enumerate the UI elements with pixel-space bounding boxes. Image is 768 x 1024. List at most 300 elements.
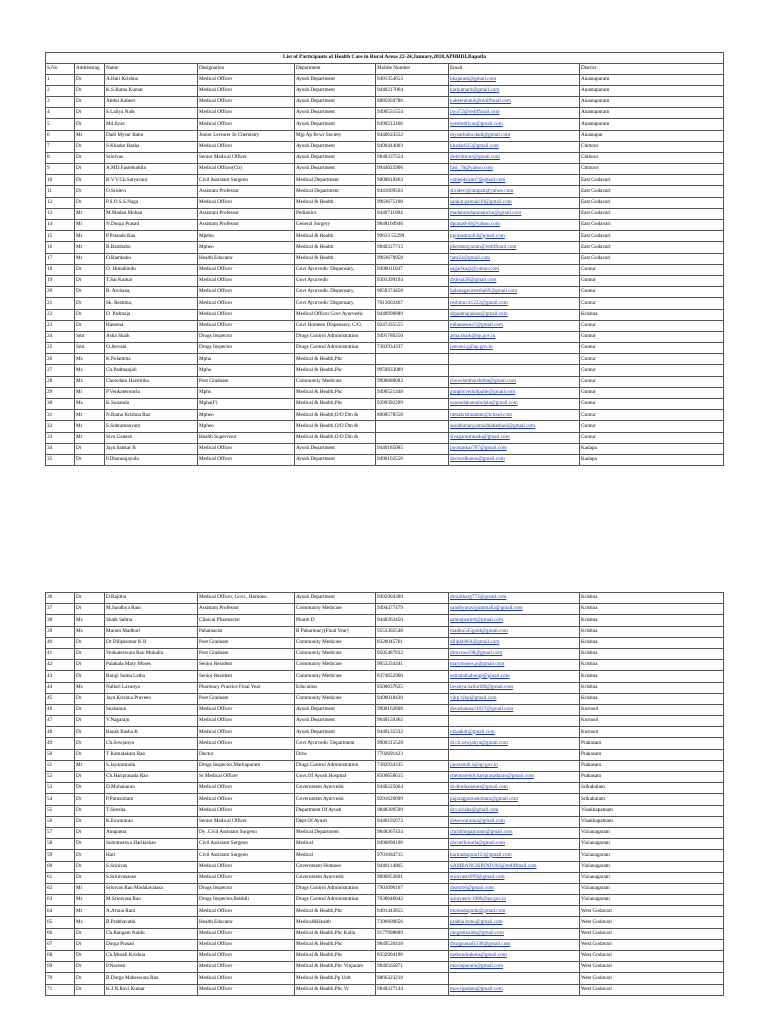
cell-district: Krishna	[580, 693, 724, 704]
cell-email[interactable]: dilipkb964@gmail.com	[449, 637, 580, 648]
cell-name: P.Venkateswarlu	[105, 387, 198, 398]
cell-sno: 40	[46, 637, 75, 648]
cell-addressing: Dr	[75, 805, 105, 816]
cell-sno: 6	[46, 130, 75, 141]
cell-email[interactable]: salmajustin6@gmail.com	[449, 615, 580, 626]
cell-designation: Clinical Pharmacist	[198, 615, 295, 626]
cell-designation: Health Educator	[198, 253, 295, 264]
cell-name: Dadi Mysur Babu	[105, 130, 198, 141]
cell-mobile: 9000818463	[376, 175, 449, 186]
cell-sno: 57	[46, 827, 75, 838]
cell-name: Hassena	[105, 320, 198, 331]
cell-mobile: 9440263450	[376, 615, 449, 626]
cell-department: Medical&Health	[295, 917, 376, 928]
cell-email[interactable]: sankar.pamaki10@gmail.com	[449, 197, 580, 208]
cell-sno: 18	[46, 264, 75, 275]
cell-addressing: Dr	[75, 783, 105, 794]
cell-email[interactable]: mekondrukota@gmail.com	[449, 951, 580, 962]
cell-designation: Medical Officer	[198, 287, 295, 298]
cell-email[interactable]: pprasadrao63@gmail.com	[449, 231, 580, 242]
table-row	[46, 951, 724, 962]
cell-mobile: 9963675108	[376, 197, 449, 208]
table-row	[46, 387, 724, 398]
cell-designation: Assistant Professor	[198, 220, 295, 231]
cell-sno: 37	[46, 604, 75, 615]
cell-sno: 45	[46, 693, 75, 704]
cell-mobile: 9391399194	[376, 275, 449, 286]
cell-email[interactable]: harinadugula123@gmail.com	[449, 850, 580, 861]
cell-mobile: 7702691423	[376, 749, 449, 760]
cell-email[interactable]: surabhmanyamsiddabathuni@gmail.com	[449, 421, 580, 432]
cell-name: Nalluri Lavanya	[105, 682, 198, 693]
cell-sno: 10	[46, 175, 75, 186]
cell-name: P.S.O.S.S.Naga	[105, 197, 198, 208]
cell-sno: 1	[46, 74, 75, 85]
cell-sno: 19	[46, 275, 75, 286]
cell-designation: Drugs Inspector	[198, 883, 295, 894]
cell-sno: 11	[46, 186, 75, 197]
cell-department: Ayush Department	[295, 727, 376, 738]
cell-designation: Mpheo	[198, 410, 295, 421]
cell-email[interactable]: gunphcvedullpalle@gmail.com	[449, 387, 580, 398]
cell-email[interactable]: asha.shaik@ap.gov.in	[449, 331, 580, 342]
cell-department: Department Of Ayush	[295, 805, 376, 816]
cell-addressing: Dr	[75, 648, 105, 659]
cell-designation: Medical Officer	[198, 74, 295, 85]
cell-name: D. Padmaja	[105, 309, 198, 320]
cell-sno: 49	[46, 738, 75, 749]
cell-email[interactable]: srinivasrs999@gmail.com	[449, 872, 580, 883]
cell-mobile: 9553302548	[376, 626, 449, 637]
cell-email[interactable]: drpadmajadass@gmail.com	[449, 309, 580, 320]
cell-sno: 63	[46, 895, 75, 906]
cell-name: S.Laliya Naik	[105, 108, 198, 119]
cell-sno: 17	[46, 253, 75, 264]
cell-department: Ayush Department	[295, 141, 376, 152]
cell-district: Krishna	[580, 626, 724, 637]
cell-department: Medical & Health,Phc	[295, 387, 376, 398]
cell-designation: Medical Officer, Govt., Homoeo	[198, 593, 295, 604]
cell-name: M.Sandhya Rani	[105, 604, 198, 615]
cell-email[interactable]: chchbhogapuram@gmail.com	[449, 827, 580, 838]
cell-sno: 58	[46, 839, 75, 850]
cell-addressing: Dr	[75, 872, 105, 883]
cell-district: Guntur	[580, 432, 724, 443]
cell-mobile	[376, 421, 449, 432]
cell-addressing: Dr	[75, 749, 105, 760]
cell-department: Medical & Health,Phc Vr	[295, 984, 376, 995]
cell-email[interactable]: rangamnaidu@gmail.com	[449, 928, 580, 939]
cell-department: Medical Officer Govt Ayurvedic	[295, 309, 376, 320]
cell-addressing: Mr	[75, 208, 105, 219]
cell-email[interactable]: SAMBANGISRINIVAS@rediffmail.com	[449, 861, 580, 872]
cell-mobile: 9440185085	[376, 443, 449, 454]
cell-name: Ch.Sowjanya	[105, 738, 198, 749]
cell-designation: Medical Officer	[198, 727, 295, 738]
cell-name: N.Rama Krishna Rao	[105, 410, 198, 421]
cell-mobile: 7036646042	[376, 895, 449, 906]
cell-email[interactable]: sumalathabungi@gmail.com	[449, 671, 580, 682]
cell-mobile: 9701684715	[376, 850, 449, 861]
cell-email[interactable]: sagarikagi@yahoo.com	[449, 264, 580, 275]
cell-department: General Surgery	[295, 220, 376, 231]
cell-designation: Medical Officer	[198, 928, 295, 939]
cell-department: Medical Department	[295, 186, 376, 197]
cell-mobile: 9848337554	[376, 152, 449, 163]
cell-district: Vizianagaram	[580, 850, 724, 861]
cell-mobile: 7382934335	[376, 760, 449, 771]
cell-designation: Mpheo	[198, 421, 295, 432]
cell-email[interactable]: vjkp.vjkp@gmail.com	[449, 693, 580, 704]
cell-email[interactable]: pajaragpurushottam@gmail.com	[449, 794, 580, 805]
cell-name: S.Khadar Basha	[105, 141, 198, 152]
cell-email[interactable]: fasi_70@yahoo.com	[449, 164, 580, 175]
cell-sno: 8	[46, 152, 75, 163]
cell-district: Prakasam	[580, 760, 724, 771]
table-row	[46, 74, 724, 85]
table-row	[46, 164, 724, 175]
cell-department: Medical & Health,Phc	[295, 365, 376, 376]
cell-department: Medical & Health,O/O Dm &	[295, 421, 376, 432]
cell-mobile: 8374652960	[376, 671, 449, 682]
cell-district: Visakhapatnam	[580, 816, 724, 827]
cell-name: T.Siresha	[105, 805, 198, 816]
cell-email[interactable]: vaniephraim7@gmail.com	[449, 175, 580, 186]
table-row	[46, 309, 724, 320]
cell-sno: 25	[46, 343, 75, 354]
cell-name: P.Purusottam	[105, 794, 198, 805]
cell-email[interactable]: khadar825@gmail.com	[449, 141, 580, 152]
cell-email[interactable]: hkajaram@gmail.com	[449, 74, 580, 85]
cell-district: Vizianagaram	[580, 872, 724, 883]
cell-email[interactable]: dr.t.sirisha@gmail.com	[449, 805, 580, 816]
cell-email[interactable]: drdchittoor@gmail.com	[449, 152, 580, 163]
cell-sno: 22	[46, 309, 75, 320]
table-row	[46, 861, 724, 872]
cell-department: Ayush Department	[295, 454, 376, 465]
cell-mobile: 9177998889	[376, 928, 449, 939]
cell-addressing: Mr	[75, 130, 105, 141]
cell-addressing: Ms	[75, 399, 105, 410]
cell-addressing: Dr	[75, 604, 105, 615]
table-row	[46, 738, 724, 749]
cell-sno: 50	[46, 749, 75, 760]
cell-sno: 55	[46, 805, 75, 816]
cell-email[interactable]	[449, 716, 580, 727]
cell-district: Krishna	[580, 637, 724, 648]
cell-email[interactable]: dr.dmohanarao@gmail.com	[449, 783, 580, 794]
column-header: Designation	[198, 63, 295, 74]
cell-district: Krishna	[580, 604, 724, 615]
table-row	[46, 648, 724, 659]
cell-email[interactable]: mysurbabu.dadi@gmail.com	[449, 130, 580, 141]
cell-email[interactable]: drsushanna21827@gmail.com	[449, 704, 580, 715]
cell-email[interactable]: sandhyaravigummalla@gmail.com	[449, 604, 580, 615]
cell-addressing: Dr	[75, 152, 105, 163]
table-row	[46, 231, 724, 242]
cell-addressing: Ms	[75, 376, 105, 387]
cell-sno: 41	[46, 648, 75, 659]
cell-email[interactable]: laya72@rediffmail.com	[449, 108, 580, 119]
cell-district: Anantapuram	[580, 74, 724, 85]
cell-department: Medical & Health,Phc	[295, 399, 376, 410]
table-row	[46, 906, 724, 917]
cell-mobile: 9959833989	[376, 365, 449, 376]
table-row	[46, 660, 724, 671]
cell-district: Guntur	[580, 387, 724, 398]
cell-email[interactable]: ramakrishnamnr@icloud.com	[449, 410, 580, 421]
cell-email[interactable]: pheramayaram@rediffmail.com	[449, 242, 580, 253]
cell-department: Medical Department	[295, 175, 376, 186]
cell-name: Ch.Murali Krishna	[105, 951, 198, 962]
cell-district: East Godavari	[580, 231, 724, 242]
cell-mobile: 7013602467	[376, 298, 449, 309]
cell-district: Vizianagaram	[580, 827, 724, 838]
table-row	[46, 186, 724, 197]
column-header: Name	[105, 63, 198, 74]
cell-designation: Post Graduate	[198, 637, 295, 648]
table-row	[46, 208, 724, 219]
cell-designation: Assistant Professor	[198, 186, 295, 197]
cell-sno: 3	[46, 96, 75, 107]
cell-email[interactable]: dismrb6@gmail.com	[449, 883, 580, 894]
cell-addressing: Dr	[75, 298, 105, 309]
cell-name: D.Rajitha	[105, 593, 198, 604]
cell-district: Chittoor	[580, 141, 724, 152]
cell-district: Guntur	[580, 331, 724, 342]
cell-email[interactable]: drmvrao108@gmail.com	[449, 648, 580, 659]
cell-name: B.Durga Maheswara Rao	[105, 973, 198, 984]
cell-sno: 33	[46, 432, 75, 443]
cell-district: West Godavari	[580, 917, 724, 928]
cell-email[interactable]: syedmdilyas@gmail.com	[449, 119, 580, 130]
cell-email[interactable]	[449, 749, 580, 760]
cell-name: Jaya Sankar B	[105, 443, 198, 454]
cell-mobile: 9491443855	[376, 906, 449, 917]
cell-name: K.Eswararao	[105, 816, 198, 827]
cell-email[interactable]: jayaramdi.s@ap.gov.in	[449, 760, 580, 771]
table-row	[46, 264, 724, 275]
cell-email[interactable]: kabeerabdul@rediffmail.com	[449, 96, 580, 107]
table-row	[46, 827, 724, 838]
cell-sno: 68	[46, 951, 75, 962]
cell-designation: Medical Officer(Cb)	[198, 164, 295, 175]
cell-mobile: 9505487832	[376, 648, 449, 659]
cell-designation: Medical Officer	[198, 320, 295, 331]
cell-addressing: Mr	[75, 410, 105, 421]
table-row	[46, 275, 724, 286]
cell-addressing: Dr	[75, 454, 105, 465]
cell-email[interactable]: marymoses.p@gmail.com	[449, 660, 580, 671]
cell-email[interactable]: sivaganeshnadu@gmail.com	[449, 432, 580, 443]
cell-district: Kadapa	[580, 454, 724, 465]
cell-email[interactable]: momadugudu@gmail.com	[449, 906, 580, 917]
cell-email[interactable]: razaakdr@gmail.com	[449, 727, 580, 738]
cell-district: Guntur	[580, 287, 724, 298]
cell-addressing: Dr	[75, 637, 105, 648]
cell-email[interactable]	[449, 365, 580, 376]
cell-district: Guntur	[580, 275, 724, 286]
cell-name: V.Nagaraju	[105, 716, 198, 727]
cell-department: Drugs Control Administration	[295, 343, 376, 354]
cell-sno: 5	[46, 119, 75, 130]
cell-addressing: Mr	[75, 895, 105, 906]
cell-mobile: 9440217064	[376, 85, 449, 96]
table-row	[46, 917, 724, 928]
cell-department: Drugs Control Administration	[295, 331, 376, 342]
cell-email[interactable]: lavanya.nalluri96@gmail.com	[449, 682, 580, 693]
cell-email[interactable]: prabha.bonu@gmail.com	[449, 917, 580, 928]
cell-department: Govt Ayurvedic Dispensary,	[295, 287, 376, 298]
cell-addressing: Dr	[75, 861, 105, 872]
cell-sno: 64	[46, 906, 75, 917]
cell-addressing: Dr	[75, 309, 105, 320]
cell-addressing: Dr	[75, 593, 105, 604]
cell-email[interactable]: jeevani.g@ap.gov.in	[449, 343, 580, 354]
table-row	[46, 973, 724, 984]
cell-department: Ayush Department	[295, 96, 376, 107]
cell-email[interactable]: doctordhanus@gmail.com	[449, 454, 580, 465]
cell-name: Ch.Hariprasada Rao	[105, 772, 198, 783]
table-row	[46, 671, 724, 682]
cell-mobile: 9490011047	[376, 264, 449, 275]
cell-name: N.Durga Prasad	[105, 220, 198, 231]
cell-name: Srinivas Rao Modalavalasa	[105, 883, 198, 894]
cell-sno: 67	[46, 939, 75, 950]
cell-name: Anupama	[105, 827, 198, 838]
cell-mobile: 9490521348	[376, 387, 449, 398]
cell-addressing: Dr	[75, 816, 105, 827]
table-row	[46, 783, 724, 794]
cell-mobile: 8500658615	[376, 772, 449, 783]
cell-addressing: Dr	[75, 704, 105, 715]
cell-designation: Sr Medical Officer	[198, 772, 295, 783]
cell-designation: Medical Officer	[198, 264, 295, 275]
cell-email[interactable]: jayasankar707@gmail.com	[449, 443, 580, 454]
cell-name: Jaya Krishna Praveen	[105, 693, 198, 704]
cell-designation: Medical Officer	[198, 872, 295, 883]
cell-sno: 69	[46, 962, 75, 973]
cell-email[interactable]: karkumard@gmail.com	[449, 85, 580, 96]
cell-district: Kadapa	[580, 443, 724, 454]
cell-mobile: 9490531554	[376, 108, 449, 119]
cell-designation: Medical Officer	[198, 716, 295, 727]
table-row	[46, 96, 724, 107]
cell-district: Anantapuram	[580, 96, 724, 107]
table-row	[46, 850, 724, 861]
cell-mobile: 8328045761	[376, 637, 449, 648]
cell-designation: Assistant Professor	[198, 604, 295, 615]
cell-email[interactable]: srinivasm-1986@ap.gov.in	[449, 895, 580, 906]
cell-email[interactable]: drkeswararao@gmail.com	[449, 816, 580, 827]
cell-name: T Kamalakara Rao	[105, 749, 198, 760]
cell-district: Guntur	[580, 298, 724, 309]
cell-email[interactable]: mov.rgudam@gmail.com	[449, 984, 580, 995]
cell-name: P.Prasada Rao	[105, 231, 198, 242]
cell-designation: Medical Officer	[198, 962, 295, 973]
cell-department: Ayush Department	[295, 85, 376, 96]
cell-department: Ayush Department	[295, 152, 376, 163]
cell-mobile: 9440225064	[376, 783, 449, 794]
cell-name: Ch.Padmanjali	[105, 365, 198, 376]
table-row	[46, 883, 724, 894]
cell-district: East Godavari	[580, 197, 724, 208]
cell-email[interactable]: madhu545gold@gmail.com	[449, 626, 580, 637]
cell-addressing: Smt	[75, 331, 105, 342]
cell-department: B Paharmacy(Final Year)	[295, 626, 376, 637]
cell-department: Medical & Health,Phc	[295, 951, 376, 962]
cell-email[interactable]: ram22@gmail.com	[449, 253, 580, 264]
cell-email[interactable]	[449, 354, 580, 365]
cell-department: Community Medicine	[295, 648, 376, 659]
cell-designation: Medical Officer	[198, 309, 295, 320]
cell-email[interactable]: reshma.r41222@gmail.com	[449, 298, 580, 309]
cell-name: Md.Ilyas	[105, 119, 198, 130]
cell-email[interactable]: drdrsai28@gmail.com	[449, 275, 580, 286]
cell-email[interactable]: balanagasireesha69@gmail.com	[449, 287, 580, 298]
cell-email[interactable]: madanmohanmanchu@gmail.com	[449, 208, 580, 219]
cell-district: Guntur	[580, 343, 724, 354]
cell-email[interactable]: movinparam@gmail.com	[449, 962, 580, 973]
cell-name: Ch.Rangam Naidu	[105, 928, 198, 939]
cell-addressing: Ms	[75, 682, 105, 693]
cell-district: Krishna	[580, 682, 724, 693]
cell-email[interactable]: chennareddyhariprasadarao@gmail.com	[449, 772, 580, 783]
cell-addressing: Mr	[75, 387, 105, 398]
cell-sno: 56	[46, 816, 75, 827]
cell-designation: Pahamacist	[198, 626, 295, 637]
cell-email[interactable]: chowdamharshitha@gmail.com	[449, 376, 580, 387]
cell-email[interactable]: chcnellimarla@gmail.com	[449, 839, 580, 850]
participants-table-2	[45, 592, 724, 996]
cell-addressing: Dr	[75, 119, 105, 130]
cell-sno: 42	[46, 660, 75, 671]
cell-addressing: Dr	[75, 96, 105, 107]
cell-email[interactable]	[449, 973, 580, 984]
cell-addressing: Dr	[75, 443, 105, 454]
cell-mobile: 9908315528	[376, 738, 449, 749]
cell-email[interactable]: drrajprasad1138@gmail.com	[449, 939, 580, 950]
cell-mobile: 9490444003	[376, 141, 449, 152]
cell-name: Palakala Mary Moses	[105, 660, 198, 671]
cell-addressing: Dr	[75, 973, 105, 984]
cell-district: Guntur	[580, 354, 724, 365]
cell-addressing: Dr	[75, 74, 105, 85]
cell-name: O.Rambabu	[105, 253, 198, 264]
cell-sno: 39	[46, 626, 75, 637]
cell-mobile: 9491354653	[376, 74, 449, 85]
cell-addressing: Ms	[75, 615, 105, 626]
cell-email[interactable]: drrajitharg773@gmail.com	[449, 593, 580, 604]
cell-email[interactable]: ndhasseena7@gmail.com	[449, 320, 580, 331]
cell-email[interactable]: dr.ch.sowjanya@gmail.com	[449, 738, 580, 749]
cell-mobile: 7396609656	[376, 917, 449, 928]
cell-email[interactable]: sunandakamalodala@gmail.com	[449, 399, 580, 410]
cell-district: Vizianagaram	[580, 861, 724, 872]
table-row	[46, 175, 724, 186]
cell-designation: Medical Officer	[198, 108, 295, 119]
cell-addressing: Dr	[75, 794, 105, 805]
cell-name: O. Himabindu	[105, 264, 198, 275]
cell-addressing: Mr	[75, 242, 105, 253]
cell-email[interactable]: dprasad-dr@yahoo.com	[449, 220, 580, 231]
cell-email[interactable]: shridevi@arapati@yahoo.com	[449, 186, 580, 197]
column-header: Email	[449, 63, 580, 74]
cell-name: K.Polamma	[105, 354, 198, 365]
cell-department: Medical & Health,Phc Kalla	[295, 928, 376, 939]
cell-district: Krishna	[580, 309, 724, 320]
cell-addressing: Dr	[75, 716, 105, 727]
